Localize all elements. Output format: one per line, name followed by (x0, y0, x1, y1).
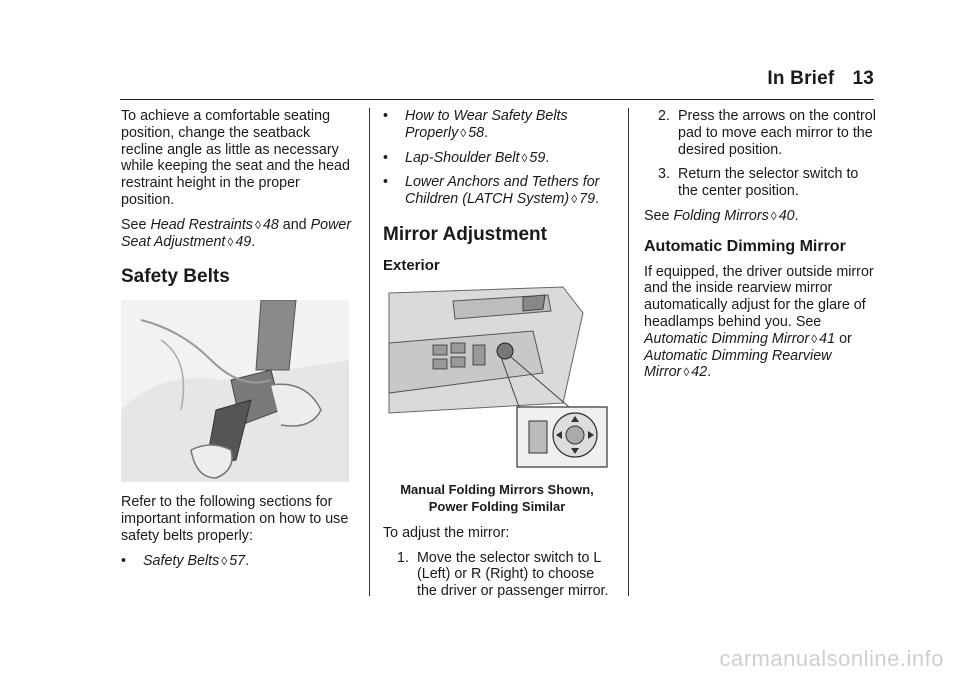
adjust-intro: To adjust the mirror: (383, 524, 510, 541)
heading-safety-belts: Safety Belts (121, 266, 230, 288)
see-also-paragraph: See Head Restraints ◊ 48 and Power Seat Adjustment ◊ 49. (121, 216, 352, 250)
link-safety-belts[interactable]: Safety Belts (143, 552, 220, 569)
page-header (767, 68, 874, 90)
column-2 (383, 108, 611, 608)
page-ref-icon: ◊ (521, 150, 528, 165)
link-automatic-dimming-rearview-mirror[interactable]: Automatic Dimming Rearview Mirror (644, 347, 832, 381)
page-ref-icon: ◊ (254, 217, 261, 232)
link-power-seat[interactable]: Power Seat Adjustment (121, 216, 352, 250)
section-title: In Brief (767, 68, 835, 89)
column-divider (369, 108, 370, 596)
page-ref-icon: ◊ (460, 125, 467, 140)
list-item: 2. Press the arrows on the control pad to move each mirror to the desired position. (658, 108, 876, 158)
seating-paragraph: To achieve a comfortable seating position, change the seatback recline angle as little as necessary while keeping the seat and the head restraint height in the proper position. (121, 108, 350, 208)
auto-dimming-paragraph: If equipped, the driver outside mirror and the inside rearview mirror automatically adjust for the glare of headlamps behind you. See Automatic Dimming Mirror ◊ 41 or Automatic Dimming Rearview Mirror ◊ 42. (644, 263, 874, 381)
see-folding-mirrors: See Folding Mirrors ◊ 40. (644, 207, 799, 224)
bullet-icon: • (383, 108, 389, 124)
page-ref-icon: ◊ (811, 331, 818, 346)
mirror-control-illustration (383, 283, 609, 473)
heading-exterior: Exterior (383, 256, 440, 274)
page-ref-icon: ◊ (770, 208, 777, 223)
step-3-text: Return the selector switch to the center position. (678, 166, 859, 200)
bullet-icon: • (383, 149, 389, 166)
page-ref-icon: ◊ (221, 553, 228, 568)
safety-belts-paragraph: Refer to the following sections for important information on how to use safety belts properly: (121, 494, 349, 544)
bullet-icon: • (383, 174, 389, 191)
page-ref-icon: ◊ (571, 192, 578, 207)
column-divider (628, 108, 629, 596)
link-latch-system[interactable]: Lower Anchors and Tethers for Children (LATCH System) (405, 174, 600, 208)
step-1-text: Move the selector switch to L (Left) or R (Right) to choose the driver or passenger mirror. (417, 549, 609, 600)
list-item: 1. Move the selector switch to L (Left) or R (Right) to choose the driver or passenger mirror. (397, 550, 611, 600)
figure-caption: Manual Folding Mirrors Shown, Power Folding Similar (400, 481, 594, 514)
link-folding-mirrors[interactable]: Folding Mirrors (673, 207, 769, 224)
column-1 (121, 108, 353, 578)
header-rule (120, 99, 874, 100)
link-automatic-dimming-mirror[interactable]: Automatic Dimming Mirror (644, 330, 810, 347)
page-ref-icon: ◊ (227, 234, 234, 249)
list-item: • Safety Belts ◊ 57. (121, 552, 250, 569)
column-3 (644, 108, 876, 389)
list-item: 3. Return the selector switch to the center position. (658, 166, 876, 200)
heading-automatic-dimming-mirror: Automatic Dimming Mirror (644, 237, 846, 255)
bullet-icon: • (121, 552, 127, 569)
link-head-restraints[interactable]: Head Restraints (150, 216, 253, 233)
link-wear-safety-belts[interactable]: How to Wear Safety Belts Properly (405, 108, 568, 141)
link-lap-shoulder-belt[interactable]: Lap-Shoulder Belt (405, 149, 520, 166)
page-number: 13 (852, 68, 874, 89)
list-item: • Lower Anchors and Tethers for Children (LATCH System) ◊ 79. (383, 174, 600, 208)
list-item: • Lap-Shoulder Belt ◊ 59. (383, 149, 550, 166)
page-ref-icon: ◊ (683, 365, 690, 380)
heading-mirror-adjustment: Mirror Adjustment (383, 223, 547, 245)
safety-belt-illustration (121, 300, 349, 482)
step-2-text: Press the arrows on the control pad to move each mirror to the desired position. (678, 108, 876, 158)
watermark: carmanualsonline.info (719, 646, 944, 671)
list-item: • How to Wear Safety Belts Properly ◊ 58. (383, 108, 568, 141)
